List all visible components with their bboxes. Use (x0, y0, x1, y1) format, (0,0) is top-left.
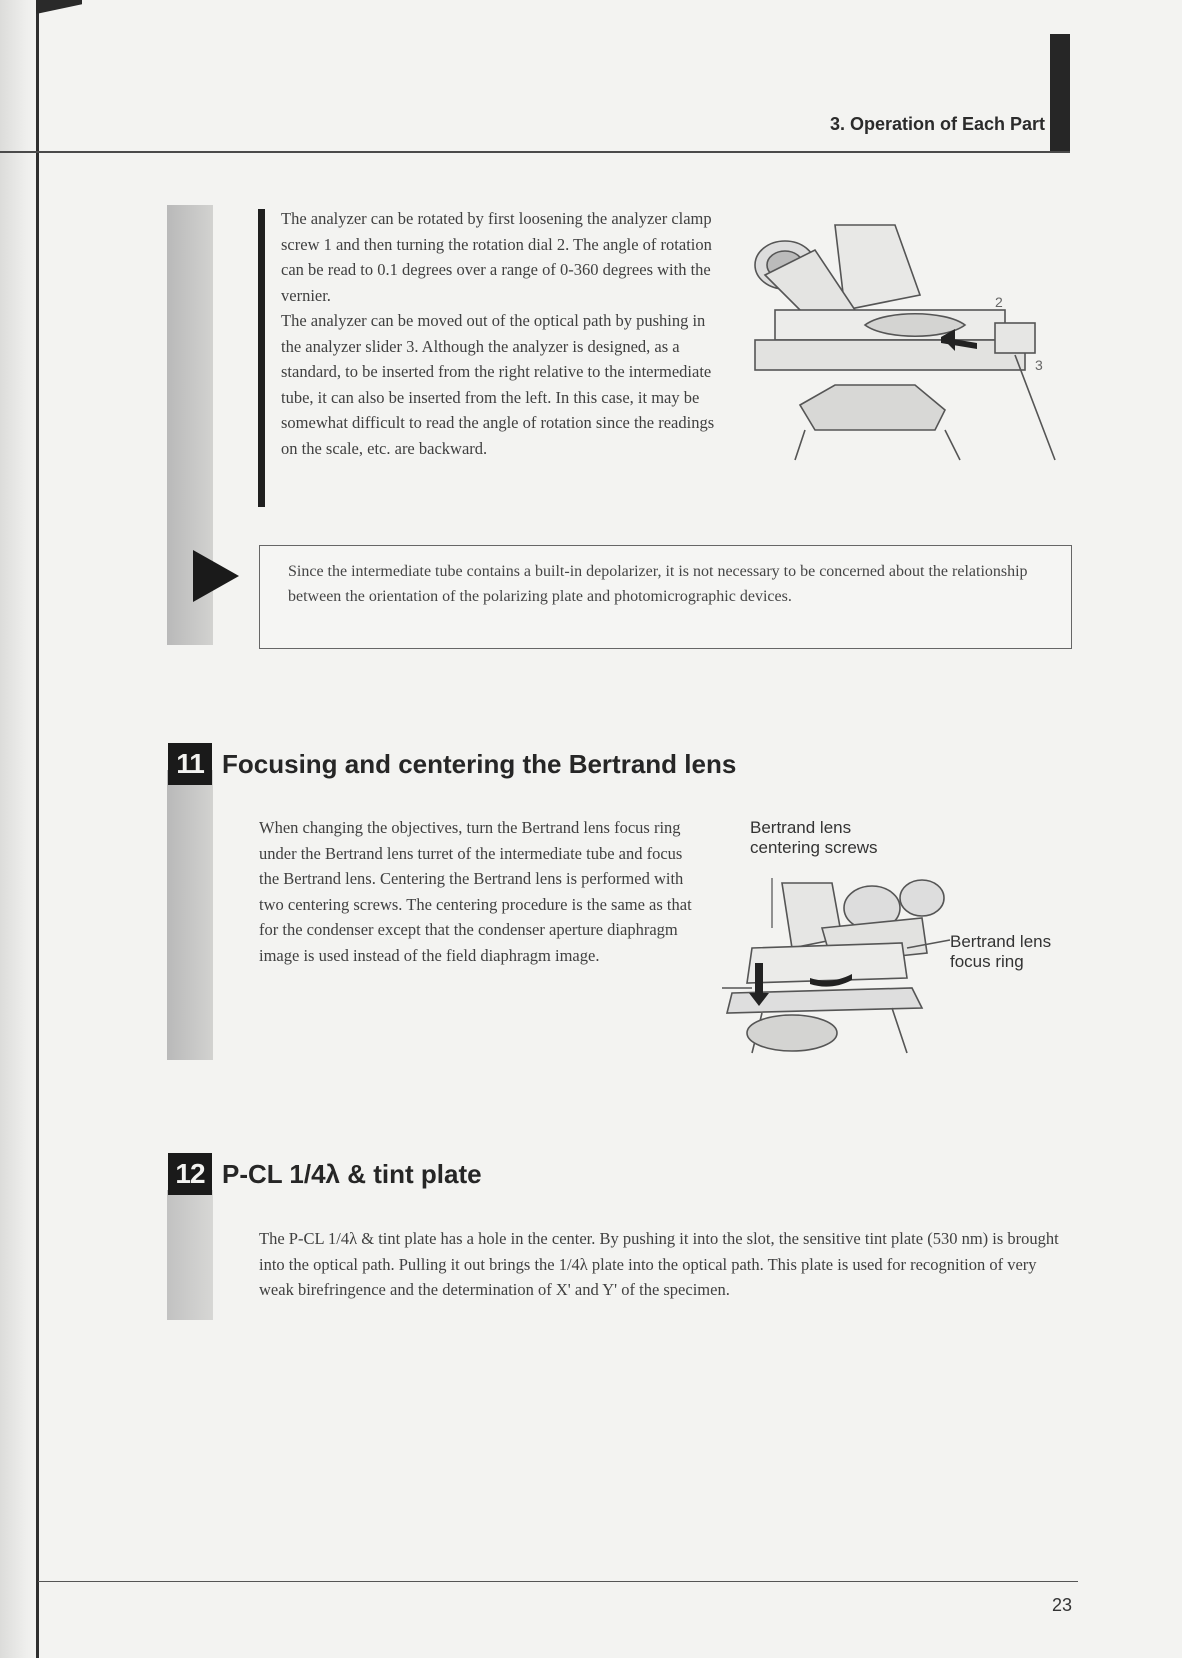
corner-mark (36, 0, 82, 14)
figure-callout-3: 3 (1035, 357, 1043, 373)
page-number: 23 (1051, 1595, 1072, 1615)
analyzer-text (281, 206, 727, 461)
analyzer-paragraph-1: The analyzer can be rotated by first loosening the analyzer clamp screw 1 and then turning the rotation dial 2. The angle of rotation can be read to 0.1 degrees over a range of 0-360 degrees with the vernier. (281, 209, 712, 305)
gray-band-section11 (167, 770, 213, 1060)
gray-band-section12 (167, 1190, 213, 1320)
section-11-number: 11 (168, 743, 212, 785)
header-rule (0, 151, 1070, 153)
label-centering-screws: Bertrand lens centering screws (750, 818, 878, 857)
analyzer-paragraph-2: The analyzer can be moved out of the optical path by pushing in the analyzer slider 3. Although the analyzer is designed, as a standard, to be inserted from the right relative to the intermediate tube, it can also be inserted from the left. In this case, it may be somewhat difficult to read the angle of rotation since the readings on the scale, etc. are backward. (281, 311, 715, 458)
section-12-number: 12 (168, 1153, 212, 1195)
section-12-body: The P-CL 1/4λ & tint plate has a hole in the center. By pushing it into the slot, the sensitive tint plate (530 nm) is brought into the optical path. Pulling it out brings the 1/4λ plate into the optical path. This plate is used for recognition of very weak birefringence and the determination of X' and Y' of the specimen. (259, 1229, 1059, 1299)
label-focus-ring: Bertrand lens focus ring (950, 932, 1052, 971)
section-11-title: Focusing and centering the Bertrand lens (222, 748, 737, 779)
chapter-tab (1050, 34, 1070, 152)
binding-line (36, 0, 39, 1658)
page-gutter-shadow (0, 0, 38, 1658)
section-12-title: P-CL 1/4λ & tint plate (222, 1158, 482, 1189)
section-11-heading (168, 743, 736, 785)
footer-rule (38, 1581, 1078, 1582)
analyzer-illustration (745, 215, 1065, 465)
section-11-body: When changing the objectives, turn the Bertrand lens focus ring under the Bertrand lens turret of the intermediate tube and focus the Bertrand lens. Centering the Bertrand lens is performed with two centering screws. The centering procedure is the same as that for the condenser except that the condenser aperture diaphragm image is used instead of the field diaphragm image. (259, 818, 692, 965)
note-box (259, 545, 1072, 649)
bertrand-lens-illustration (722, 868, 952, 1058)
running-header: 3. Operation of Each Part (829, 114, 1045, 134)
analyzer-side-bar (258, 209, 265, 507)
figure-callout-2: 2 (995, 294, 1003, 310)
section-12-heading (168, 1153, 482, 1195)
note-arrow-icon (193, 550, 239, 602)
note-text: Since the intermediate tube contains a built-in depolarizer, it is not necessary to be concerned about the relationship between the orientation of the polarizing plate and photomicrographic devices. (288, 563, 1028, 605)
